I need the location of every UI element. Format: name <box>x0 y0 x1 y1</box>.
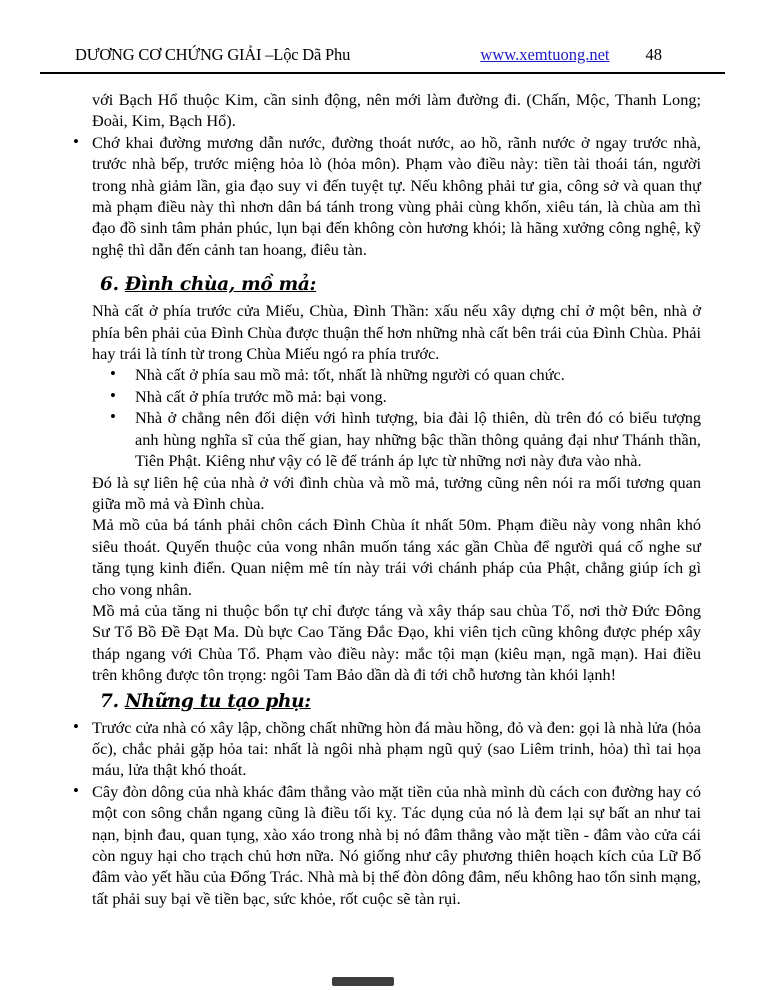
bullet-text: Chớ khai đường mương dẫn nước, đường thoát nước, ao hồ, rãnh nước ở ngay trước nhà, trước nhà bếp, trước miệng hỏa lò (hỏa môn). Phạm vào điều này: tiền tài thoái tán, người trong nhà giảm lần, gia đạo suy vi đến tuyệt tự. Nếu không phải tư gia, công sở và quan thự mà phạm điều này thì nhơn dân bá tánh trong vùng phải cùng khốn, xiêu tán, là chùa am thì đạo đồ sinh tâm phản phúc, lụn bại đến không còn hương khói; là hãng xưởng công nghệ, kỹ nghệ thì dẫn đến cảnh tan hoang, điêu tàn. <box>92 132 701 259</box>
document-title: DƯƠNG CƠ CHỨNG GIẢI –Lộc Dã Phu <box>75 45 351 64</box>
bullet-item <box>72 364 701 385</box>
body-paragraph: Mả mồ của bá tánh phải chôn cách Đình Chùa ít nhất 50m. Phạm điều này vong nhân khó siêu thoát. Quyến thuộc của vong nhân muốn táng xác gần Chùa để người quá cố nghe sư tăng tụng kinh điển. Quan niệm mê tín này trái với chánh pháp của Phật, chẳng giúp ích gì cho vong nhân. <box>92 515 701 599</box>
header-divider <box>40 72 725 74</box>
heading-text: Đình chùa, mồ mả: <box>124 274 317 296</box>
heading-text: Những tu tạo phụ: <box>124 690 311 712</box>
bullet-text: Nhà ở chẳng nên đối diện với hình tượng, bia đài lộ thiên, dù trên đó có biểu tượng anh hùng nghĩa sĩ của thế gian, hay những bậc thần thông quảng đại như Thánh thần, Tiên Phật. Kiêng như vậy có lẽ để tránh áp lực từ những nơi này đưa vào nhà. <box>135 408 701 471</box>
bullet-icon: • <box>73 716 79 736</box>
heading-number: 7. <box>100 690 125 712</box>
bullet-item <box>72 407 701 471</box>
bullet-icon: • <box>73 131 79 151</box>
content <box>0 89 765 909</box>
heading-number: 6. <box>100 274 125 296</box>
website-link[interactable]: www.xemtuong.net <box>480 45 610 64</box>
bullet-icon: • <box>110 385 116 405</box>
body-paragraph: Đó là sự liên hệ của nhà ở với đình chùa và mồ mả, tưởng cũng nên nói ra mối tương quan giữa mồ mả và Đình chùa. <box>92 472 701 513</box>
bullet-text: Nhà cất ở phía sau mồ mả: tốt, nhất là những người có quan chức. <box>135 365 565 385</box>
bullet-item <box>72 717 701 781</box>
pdf-toolbar-handle[interactable] <box>332 977 394 986</box>
body-paragraph: Mồ mả của tăng ni thuộc bổn tự chỉ được táng và xây tháp sau chùa Tổ, nơi thờ Đức Đông Sư Tổ Bồ Đề Đạt Ma. Dù bực Cao Tăng Đắc Đạo, khi viên tịch cũng không được phép xây tháp ngang với Chùa Tổ. Phạm vào điều này: mắc tội mạn (kiêu mạn, ngã mạn). Hai điều trên không được tôn trọng: ngôi Tam Bảo dần dà đi tới chỗ hương tàn khói lạnh! <box>92 600 701 685</box>
bullet-text: Cây đòn dông của nhà khác đâm thẳng vào mặt tiền của nhà mình dù cách con đường hay có một con sông chắn ngang cũng là điều tối kỵ. Tác dụng của nó là đem lại sự bất an như tai nạn, bịnh đau, quan tụng, xào xáo trong nhà bị nó đâm thẳng vào mặt tiền - đâm vào cửa cái còn nguy hại cho trạch chủ hơn nữa. Nó giống như cây phương thiên hoạch kích của Lữ Bố đâm vào yết hầu của Đổng Trác. Nhà mà bị thế đòn dông đâm, nếu không hao tổn sinh mạng, tất phải suy bại về tiền bạc, sức khỏe, rốt cuộc sẽ tàn rụi. <box>92 781 701 908</box>
bullet-text: Nhà cất ở phía trước mồ mả: bại vong. <box>135 386 387 406</box>
bullet-item <box>72 781 701 909</box>
body-paragraph: Nhà cất ở phía trước cửa Miếu, Chùa, Đình Thần: xấu nếu xây dựng chỉ ở một bên, nhà ở phía bên phải của Đình Chùa được thuận thế hơn những nhà cất bên trái của Đình Chùa. Phải hay trái là tính từ trong Chùa Miếu ngó ra phía trước. <box>92 301 701 364</box>
section-heading <box>100 690 701 714</box>
bullet-icon: • <box>110 364 116 384</box>
bullet-text: Trước cửa nhà có xây lập, chồng chất những hòn đá màu hồng, đỏ và đen: gọi là nhà lửa (hỏa ốc), chắc phải gặp hỏa tai: nhất là ngôi nhà phạm ngũ quỷ (sao Liêm trinh, hỏa) thì tai họa máu, lửa thật khó thoát. <box>92 717 701 780</box>
bullet-icon: • <box>73 780 79 800</box>
bullet-icon: • <box>110 407 116 427</box>
page-number: 48 <box>645 45 662 64</box>
body-paragraph: với Bạch Hổ thuộc Kim, cần sinh động, nên mới làm đường đi. (Chấn, Mộc, Thanh Long; Đoài, Kim, Bạch Hổ). <box>92 90 701 131</box>
bullet-item <box>72 386 701 407</box>
section-heading <box>100 273 701 297</box>
bullet-item <box>72 132 701 260</box>
page-header <box>0 0 765 64</box>
